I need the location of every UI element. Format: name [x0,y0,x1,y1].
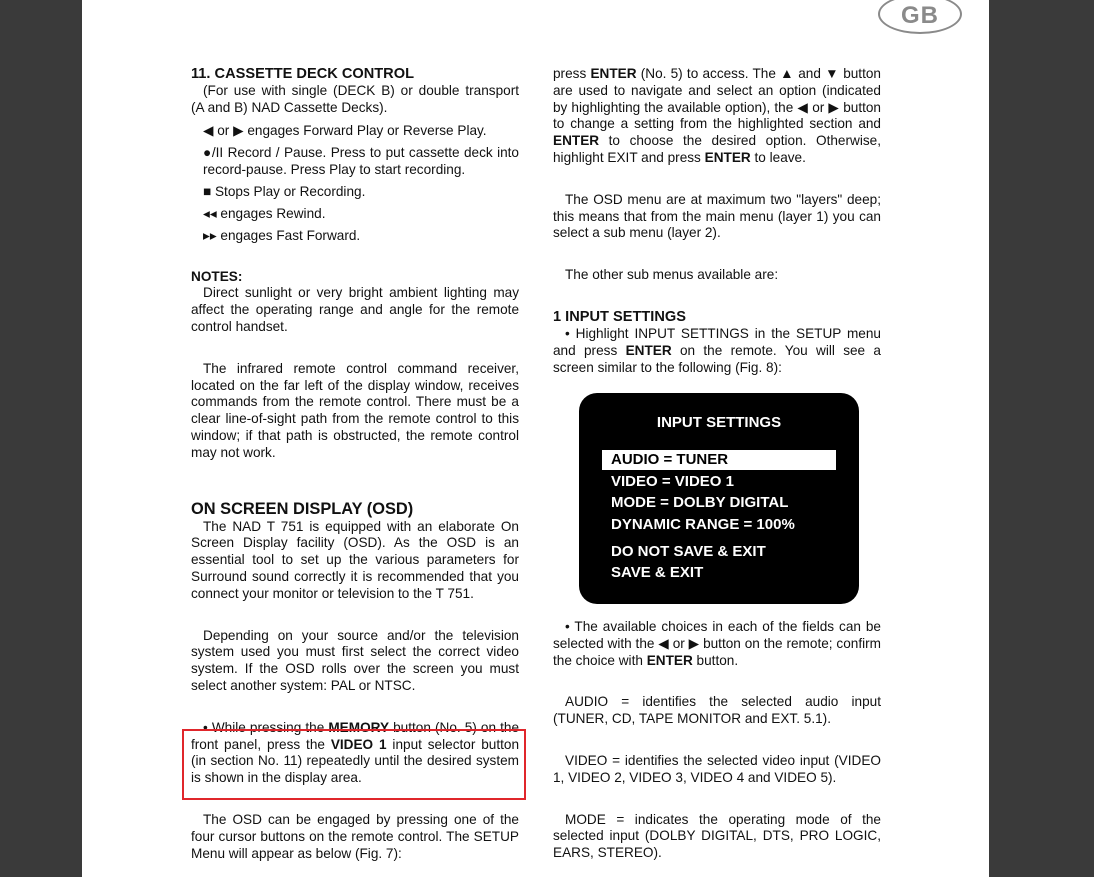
osd-row-dynamic-range: DYNAMIC RANGE = 100% [611,516,795,533]
video-paragraph: VIDEO = identifies the selected video input (VIDEO 1, VIDEO 2, VIDEO 3, VIDEO 4 and VIDEO 5). [553,752,881,785]
notes-paragraph-2: The infrared remote control command receiver, located on the far left of the display window, receives commands from the remote control. There must be a clear line-of-sight path from the remote control to this window; if that path is obstructed, the remote control may not work. [191,360,519,460]
osd-paragraph-3: The OSD can be engaged by pressing one of the four cursor buttons on the remote control. The SETUP Menu will appear as below (Fig. 7): [191,811,519,861]
language-badge: GB [878,0,962,34]
osd-paragraph-1: The NAD T 751 is equipped with an elaborate On Screen Display facility (OSD). As the OSD is an essential tool to set up the various parameters for Surround sound correctly it is recommended that you connect your monitor or television to the T 751. [191,518,519,601]
cassette-intro: (For use with single (DECK B) or double transport (A and B) NAD Cassette Decks). [191,83,519,115]
audio-paragraph: AUDIO = identifies the selected audio input (TUNER, CD, TAPE MONITOR and EXT. 5.1). [553,694,881,727]
right-column [553,66,881,376]
notes-heading: NOTES: [191,268,243,284]
osd-paragraph-2: Depending on your source and/or the television system used you must first select the correct video system. If the OSD rolls over the screen you must select another system: PAL or NTSC. [191,627,519,693]
cassette-item-stop: ■ Stops Play or Recording. [203,183,366,199]
osd-screen-title: INPUT SETTINGS [656,414,782,431]
osd-screen-figure [579,393,859,604]
osd-row-mode: MODE = DOLBY DIGITAL [611,494,789,511]
osd-row-video: VIDEO = VIDEO 1 [611,473,734,490]
input-settings-heading: 1 INPUT SETTINGS [553,308,686,325]
cassette-item-play: ◀ or ▶ engages Forward Play or Reverse Play. [203,122,487,138]
input-settings-paragraph: • Highlight INPUT SETTINGS in the SETUP menu and press ENTER on the remote. You will see a screen similar to the following (Fig. 8): [553,325,881,375]
layers-paragraph: The OSD menu are at maximum two "layers" deep; this means that from the main menu (layer 1) you can select a sub menu (layer 2). [553,191,881,241]
highlight-box [182,729,526,800]
callout-paragraph: • While pressing the MEMORY button (No. 5) on the front panel, press the VIDEO 1 input selector button (in section No. 11) repeatedly until the desired system is shown in the display area. [191,719,520,786]
osd-row-do-not-save: DO NOT SAVE & EXIT [611,543,766,560]
osd-heading: ON SCREEN DISPLAY (OSD) [191,499,414,518]
choices-paragraph: • The available choices in each of the fields can be selected with the ◀ or ▶ button on the remote; confirm the choice with ENTER button. [553,619,881,668]
mode-paragraph: MODE = indicates the operating mode of the selected input (DOLBY DIGITAL, DTS, PRO LOGIC, EARS, STEREO). [553,811,881,861]
right-column-lower [553,619,881,862]
submenus-paragraph: The other sub menus available are: [565,267,779,283]
cassette-item-record: ●/II Record / Pause. Press to put cassette deck into record-pause. Press Play to start recording. [203,144,519,177]
cassette-heading: 11. CASSETTE DECK CONTROL [191,66,414,82]
enter-instructions: press ENTER (No. 5) to access. The ▲ and ▼ button are used to navigate and select an option (indicated by highlighting the available option), the ◀ or ▶ button to change a setting from the highlighted section and ENTER to choose the desired option. Otherwise, highlight EXIT and press ENTER to leave. [553,66,881,165]
osd-row-save-exit: SAVE & EXIT [611,564,704,581]
cassette-item-rewind: ◂◂ engages Rewind. [203,205,326,221]
osd-highlighted-row: AUDIO = TUNER [602,450,836,470]
notes-paragraph-1: Direct sunlight or very bright ambient lighting may affect the operating range and angle for the remote control handset. [191,285,519,334]
cassette-item-forward: ▸▸ engages Fast Forward. [203,227,361,243]
